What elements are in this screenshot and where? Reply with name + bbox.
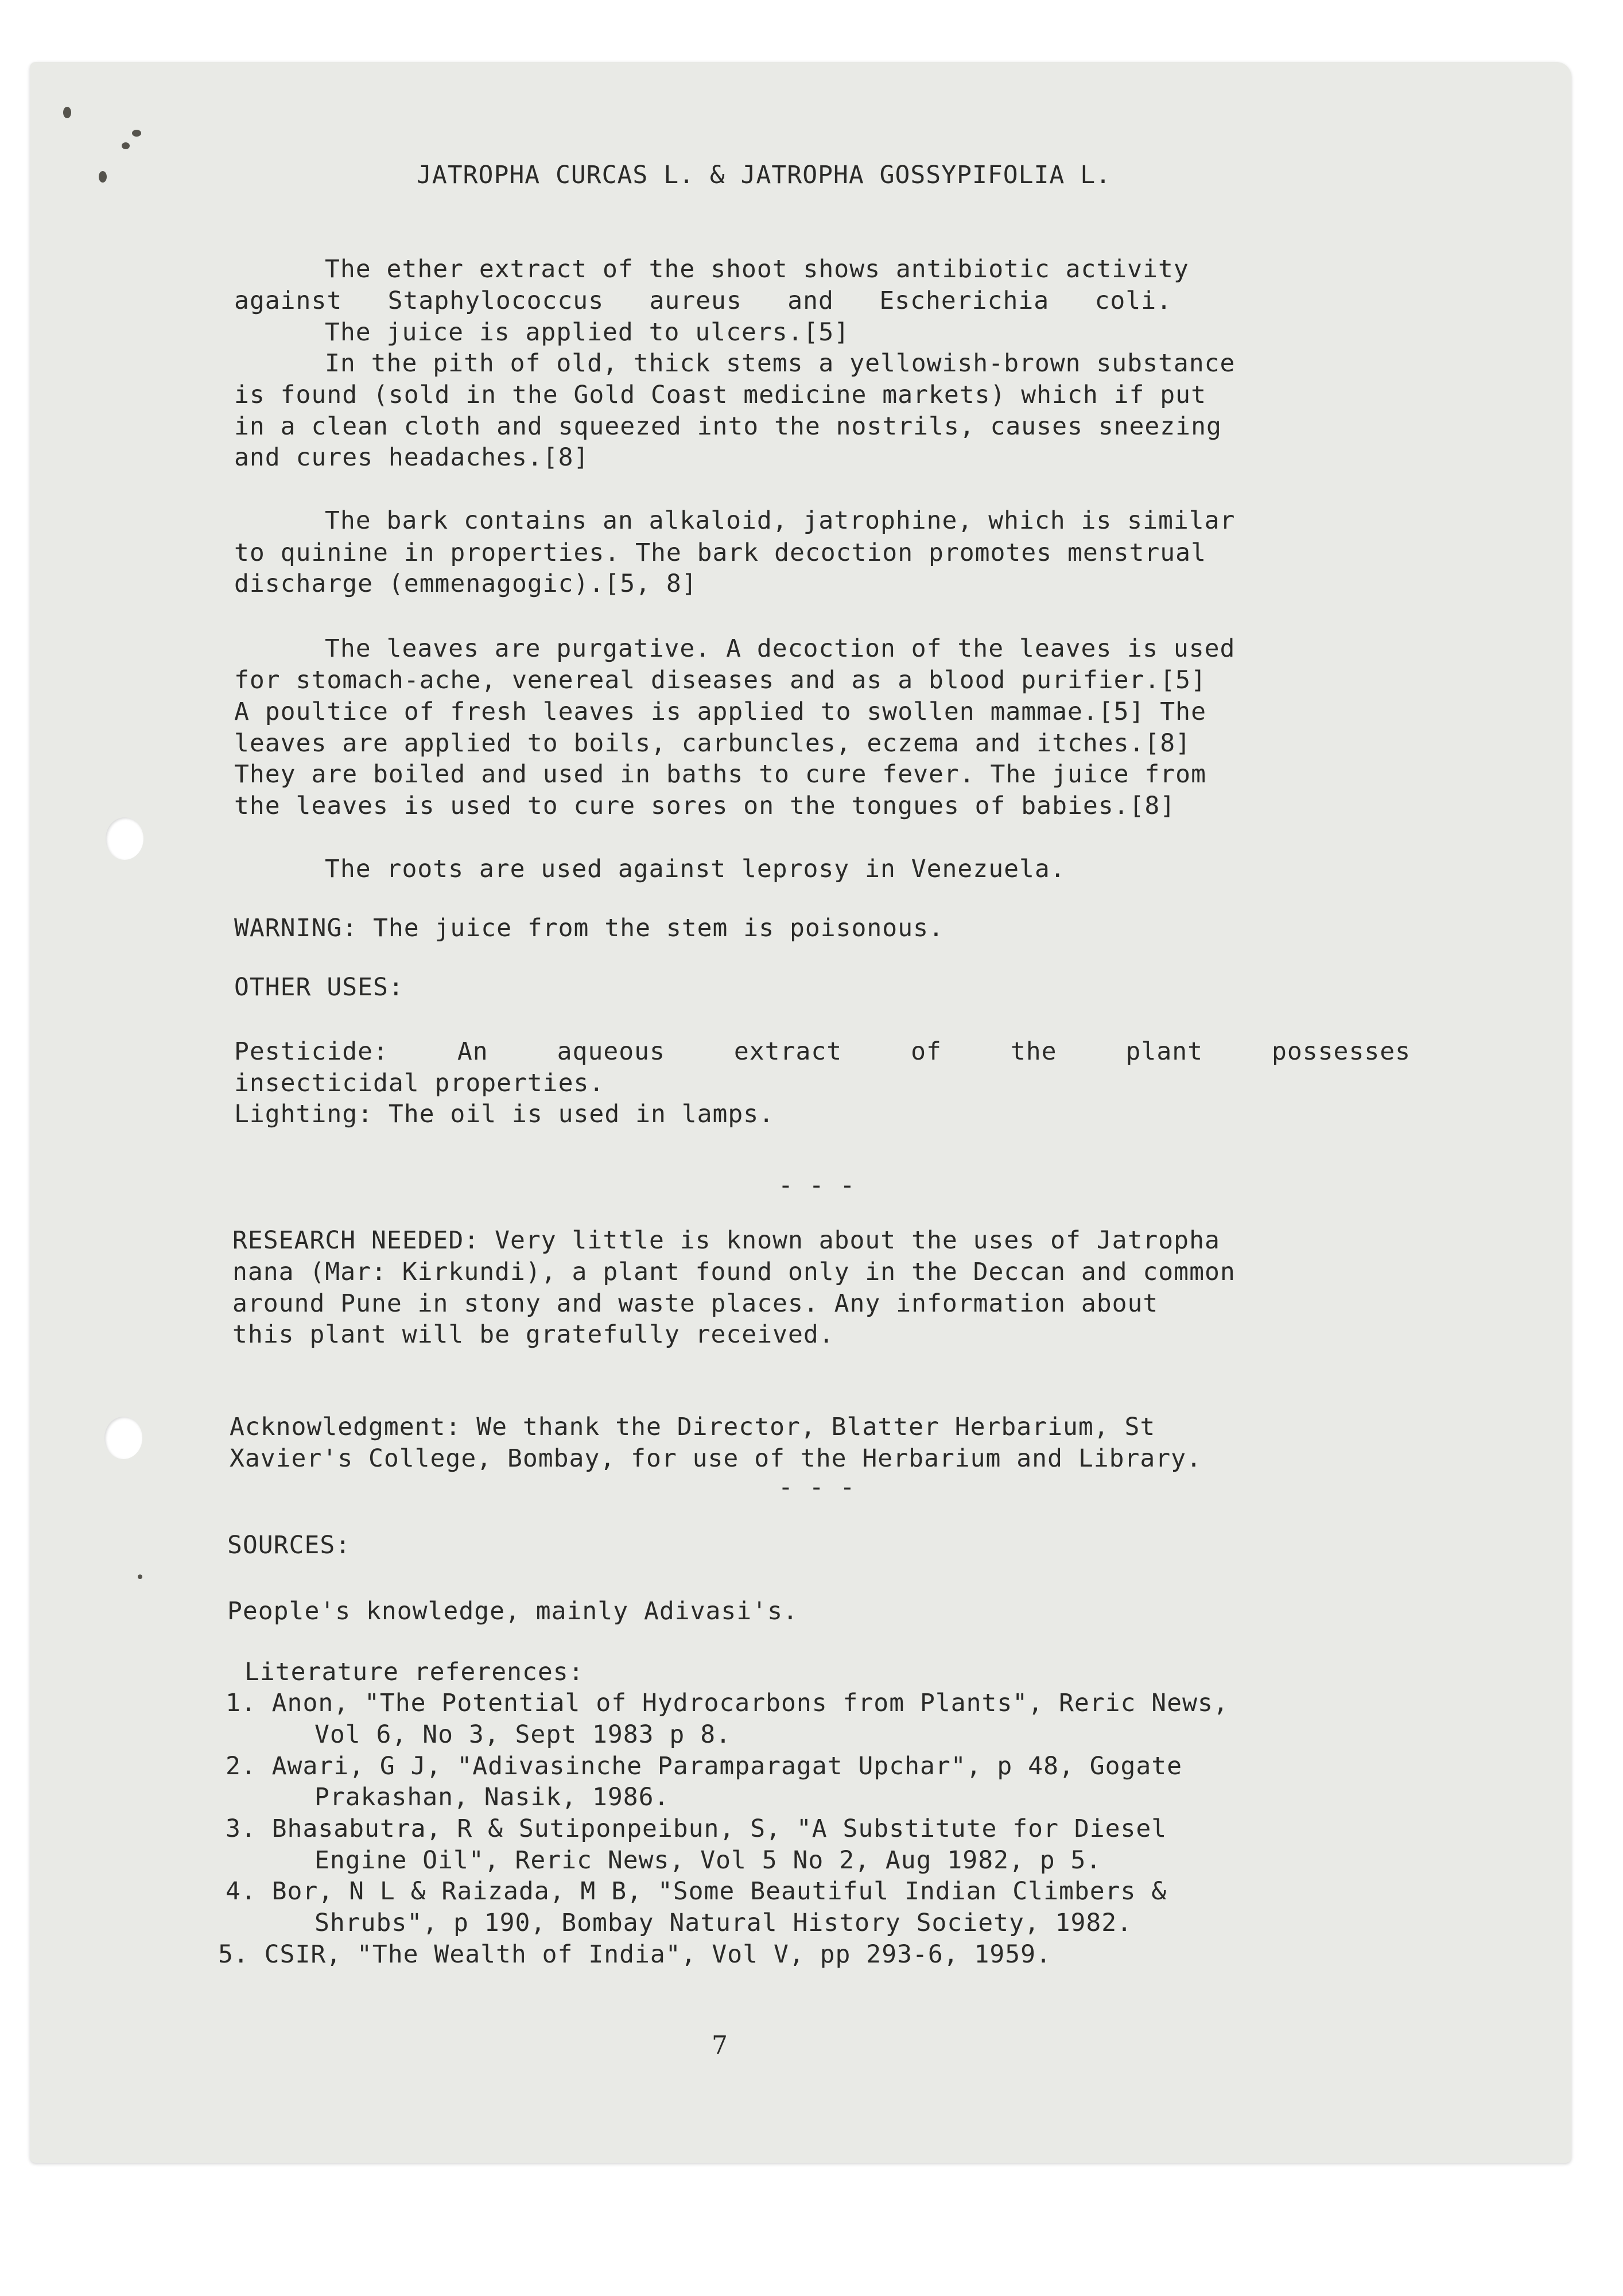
reference-item: Vol 6, No 3, Sept 1983 p 8. bbox=[314, 1720, 731, 1749]
text-line: They are boiled and used in baths to cure fever. The juice from bbox=[234, 760, 1206, 789]
reference-item: 1. Anon, "The Potential of Hydrocarbons from Plants", Reric News, bbox=[226, 1689, 1229, 1717]
punch-hole-bottom bbox=[104, 1417, 142, 1459]
page-title: JATROPHA CURCAS L. & JATROPHA GOSSYPIFOLIA L. bbox=[417, 161, 1111, 189]
text-line: leaves are applied to boils, carbuncles, eczema and itches.[8] bbox=[234, 729, 1191, 758]
text-line: A poultice of fresh leaves is applied to swollen mammae.[5] The bbox=[234, 697, 1206, 726]
text-line: Acknowledgment: We thank the Director, Blatter Herbarium, St bbox=[230, 1413, 1156, 1441]
reference-item: 3. Bhasabutra, R & Sutiponpeibun, S, "A Substitute for Diesel bbox=[226, 1814, 1167, 1843]
reference-item: Prakashan, Nasik, 1986. bbox=[314, 1783, 670, 1812]
reference-item: 2. Awari, G J, "Adivasinche Paramparagat Upchar", p 48, Gogate bbox=[226, 1752, 1183, 1781]
reference-item: 5. CSIR, "The Wealth of India", Vol V, pp 293-6, 1959. bbox=[218, 1940, 1051, 1969]
text-line: and cures headaches.[8] bbox=[234, 443, 589, 472]
text-line: insecticidal properties. bbox=[234, 1069, 605, 1097]
text-line: this plant will be gratefully received. bbox=[232, 1320, 834, 1349]
reference-item: Engine Oil", Reric News, Vol 5 No 2, Aug 1982, p 5. bbox=[314, 1846, 1102, 1875]
text-line: People's knowledge, mainly Adivasi's. bbox=[227, 1597, 798, 1626]
text-line: Xavier's College, Bombay, for use of the Herbarium and Library. bbox=[230, 1444, 1202, 1473]
text-line: for stomach-ache, venereal diseases and as a blood purifier.[5] bbox=[234, 666, 1206, 695]
text-line: Pesticide: An aqueous extract of the plant possesses bbox=[234, 1037, 1411, 1066]
punch-hole-top bbox=[106, 817, 143, 860]
text-line: RESEARCH NEEDED: Very little is known about the uses of Jatropha bbox=[232, 1226, 1220, 1255]
ink-smudge bbox=[122, 142, 130, 149]
text-line: against Staphylococcus aureus and Escherichia coli. bbox=[234, 286, 1172, 315]
text-line: around Pune in stony and waste places. Any information about bbox=[232, 1289, 1159, 1318]
text-line: Lighting: The oil is used in lamps. bbox=[234, 1100, 775, 1128]
text-line: Literature references: bbox=[244, 1658, 584, 1686]
ink-smudge bbox=[63, 107, 71, 118]
reference-item: 4. Bor, N L & Raizada, M B, "Some Beautiful Indian Climbers & bbox=[226, 1877, 1167, 1906]
warning-line: WARNING: The juice from the stem is poisonous. bbox=[234, 914, 944, 943]
text-line: The leaves are purgative. A decoction of the leaves is used bbox=[325, 634, 1236, 663]
text-line: discharge (emmenagogic).[5, 8] bbox=[234, 569, 697, 598]
text-line: nana (Mar: Kirkundi), a plant found only in the Deccan and common bbox=[232, 1258, 1236, 1286]
text-line: the leaves is used to cure sores on the tongues of babies.[8] bbox=[234, 792, 1176, 820]
section-heading: OTHER USES: bbox=[234, 973, 404, 1002]
text-line: The juice is applied to ulcers.[5] bbox=[325, 318, 850, 347]
text-line: The ether extract of the shoot shows antibiotic activity bbox=[325, 255, 1189, 284]
reference-item: Shrubs", p 190, Bombay Natural History Society, 1982. bbox=[314, 1909, 1133, 1937]
ink-smudge bbox=[99, 171, 107, 183]
section-divider: - - - bbox=[778, 1473, 856, 1502]
section-divider: - - - bbox=[778, 1171, 856, 1200]
text-line: in a clean cloth and squeezed into the nostrils, causes sneezing bbox=[234, 412, 1222, 441]
text-line: The roots are used against leprosy in Venezuela. bbox=[325, 855, 1066, 883]
text-line: In the pith of old, thick stems a yellowish-brown substance bbox=[325, 349, 1236, 378]
page-number: 7 bbox=[712, 2031, 728, 2060]
text-line: to quinine in properties. The bark decoction promotes menstrual bbox=[234, 538, 1206, 567]
section-heading: SOURCES: bbox=[227, 1531, 351, 1560]
ink-smudge bbox=[132, 130, 141, 137]
text-line: is found (sold in the Gold Coast medicine markets) which if put bbox=[234, 381, 1206, 409]
text-line: The bark contains an alkaloid, jatrophine, which is similar bbox=[325, 506, 1236, 535]
ink-smudge bbox=[138, 1574, 142, 1579]
